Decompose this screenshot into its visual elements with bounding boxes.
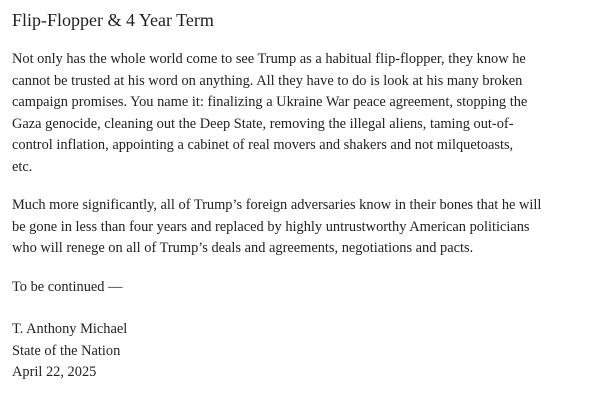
paragraph-line: campaign promises. You name it: finalizing a Ukraine War peace agreement, stopping the xyxy=(12,94,528,110)
publication-name: State of the Nation xyxy=(12,342,121,359)
author-name: T. Anthony Michael xyxy=(12,321,128,337)
paragraph-line: Gaza genocide, cleaning out the Deep State, removing the illegal aliens, taming out-of- xyxy=(12,115,514,132)
paragraph-line: control inflation, appointing a cabinet of real movers and shakers and not milquetoasts, xyxy=(12,137,514,153)
paragraph-line: Much more significantly, all of Trump’s foreign adversaries know in their bones that he will xyxy=(12,197,542,213)
paragraph-line: Not only has the whole world come to see Trump as a habitual flip-flopper, they know he xyxy=(12,51,526,67)
article-title: Flip-Flopper & 4 Year Term xyxy=(12,10,214,30)
paragraph-line: be gone in less than four years and replaced by highly untrustworthy American politicians xyxy=(12,218,530,235)
to-be-continued: To be continued — xyxy=(12,278,123,295)
publication-date: April 22, 2025 xyxy=(12,364,97,380)
paragraph-line: who will renege on all of Trump’s deals and agreements, negotiations and pacts. xyxy=(12,240,474,256)
paragraph-line: etc. xyxy=(12,158,33,175)
article-paragraph-2 xyxy=(12,195,587,260)
paragraph-line: cannot be trusted at his word on anything. All they have to do is look at his many broken xyxy=(12,72,523,89)
signature-block xyxy=(12,319,587,384)
article-paragraph-1 xyxy=(12,49,587,178)
